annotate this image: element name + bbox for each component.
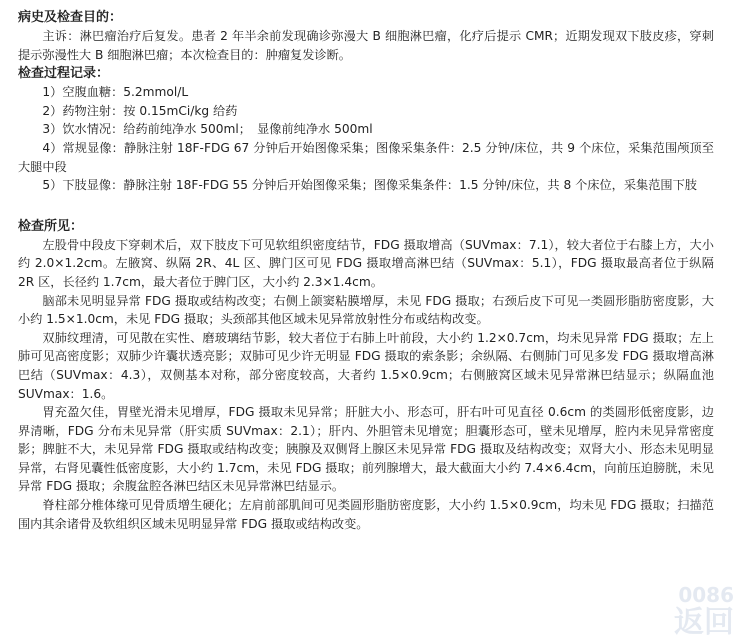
procedure-item: 2）药物注射：按 0.15mCi/kg 给药 xyxy=(42,103,238,118)
findings-paragraph: 脑部未见明显异常 FDG 摄取或结构改变；右侧上颌窦粘膜增厚，未见 FDG 摄取；右颈后皮下可见一类圆形脂肪密度影，大小约 1.5×1.0cm，未见 FDG 摄取；头颈部其他区域未见异常放射性分布或结构改变。 xyxy=(18,293,714,327)
findings-heading: 检查所见： xyxy=(18,218,84,234)
watermark xyxy=(638,581,734,640)
history-text: 主诉：淋巴瘤治疗后复发。患者 2 年半余前发现确诊弥漫大 B 细胞淋巴瘤，化疗后提示 CMR；近期发现双下肢皮疹，穿刺提示弥漫性大 B 细胞淋巴瘤；本次检查目的：肿瘤复发诊断。 xyxy=(18,29,714,62)
procedure-item: 3）饮水情况：给药前纯净水 500ml； 显像前纯净水 500ml xyxy=(42,122,373,137)
findings-paragraph: 胃充盈欠佳，胃壁光滑未见增厚，FDG 摄取未见异常；肝脏大小、形态可，肝右叶可见直径 0.6cm 的类圆形低密度影，边界清晰，FDG 分布未见异常（肝实质 SUVmax：2.1）；肝内、外胆管未见增宽；胆囊形态可，壁未见增厚，腔内未见异常密度影；脾脏不大，未见异常 FDG 摄取或结构改变；胰腺及双侧肾上腺区未见异常 FDG 摄取及结构改变；双肾大小、形态未见明显异常，右肾见囊性低密度影，大小约 1.7cm，未见 FDG 摄取；前列腺增大，最大截面大小约 7.4×6.4cm，向前压迫膀胱，未见异常 FDG 摄取；余腹盆腔各淋巴结区未见异常淋巴结显示。 xyxy=(18,405,714,494)
report-document xyxy=(18,8,714,533)
findings-paragraph: 左股骨中段皮下穿刺术后，双下肢皮下可见软组织密度结节，FDG 摄取增高（SUVmax：7.1），较大者位于右膝上方，大小约 2.0×1.2cm。左腋窝、纵隔 2R、4L 区、脾门区可见 FDG 摄取增高淋巴结（SUVmax：5.1），FDG 摄取最高者位于纵隔 2R 区，长径约 1.7cm，最大者位于脾门区，大小约 2.3×1.4cm。 xyxy=(18,237,714,289)
findings-paragraph: 脊柱部分椎体缘可见骨质增生硬化；左肩前部肌间可见类圆形脂肪密度影，大小约 1.5×0.9cm，均未见 FDG 摄取；扫描范围内其余诸骨及软组织区域未见明显异常 FDG 摄取或结构改变。 xyxy=(18,498,714,531)
history-heading: 病史及检查目的： xyxy=(18,10,123,25)
watermark-line1: 0086 xyxy=(678,583,734,607)
section-spacer xyxy=(18,195,714,217)
procedure-item: 1）空腹血糖：5.2mmol/L xyxy=(42,85,189,100)
procedure-heading: 检查过程记录： xyxy=(18,66,110,82)
findings-paragraph: 双肺纹理清，可见散在实性、磨玻璃结节影，较大者位于右肺上叶前段，大小约 1.2×0.7cm，均未见异常 FDG 摄取；左上肺可见高密度影；双肺少许囊状透亮影；双肺可见少许无明显 FDG 摄取的索条影；余纵隔、右侧肺门可见多发 FDG 摄取增高淋巴结（SUVmax：4.3），双侧基本对称，部分密度较高，大者约 1.5×0.9cm；右侧腋窝区域未见异常淋巴结显示；纵隔血池 SUVmax：1.6。 xyxy=(18,330,714,401)
procedure-item: 4）常规显像：静脉注射 18F-FDG 67 分钟后开始图像采集；图像采集条件：2.5 分钟/床位，共 9 个床位，采集范围颅顶至大腿中段 xyxy=(18,140,714,174)
procedure-item: 5）下肢显像：静脉注射 18F-FDG 55 分钟后开始图像采集；图像采集条件：1.5 分钟/床位，共 8 个床位，采集范围下肢 xyxy=(42,178,697,193)
watermark-line2: 返回 xyxy=(674,605,734,640)
